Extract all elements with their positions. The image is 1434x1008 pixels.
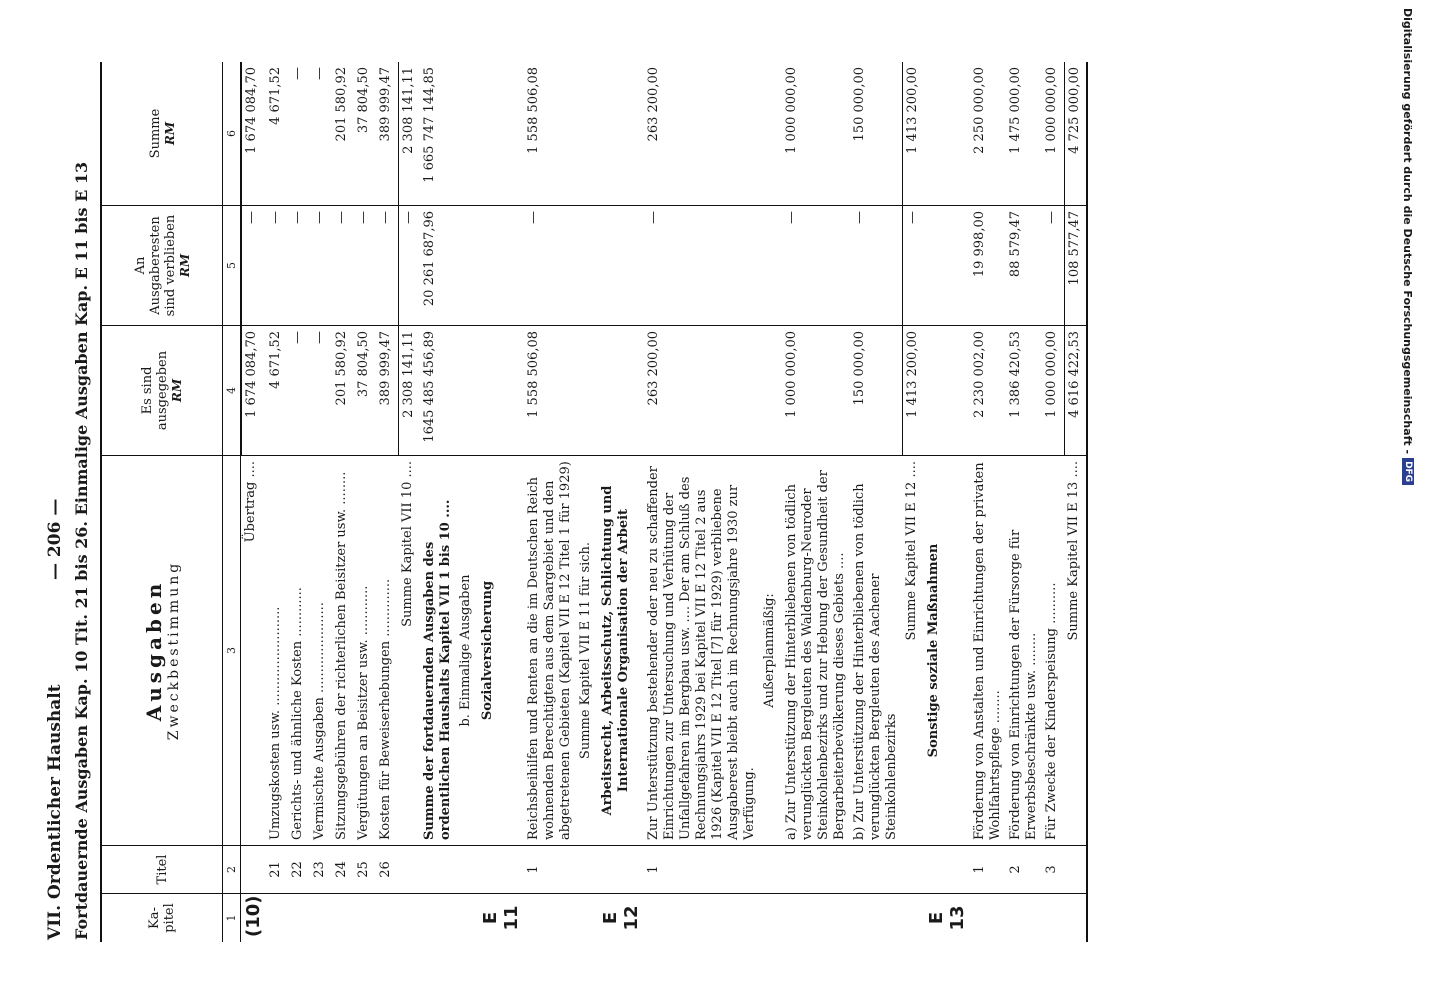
- ausgabereste-cell: 88 579,47: [1006, 206, 1042, 326]
- description-cell: Außerplanmäßig:: [760, 456, 782, 846]
- summe-cell: 263 200,00: [644, 62, 760, 206]
- titel-cell: 21: [266, 846, 288, 894]
- ausgabereste-cell: —: [1042, 206, 1064, 326]
- table-row: [524, 62, 576, 942]
- col-zweck: [102, 456, 222, 846]
- description-cell: Kosten für Beweiserhebungen ..............: [376, 456, 398, 846]
- summe-cell: 1 000 000,00: [1042, 62, 1064, 206]
- col-ausgaben-title: Ausgaben: [142, 579, 166, 722]
- titel-cell: 26: [376, 846, 398, 894]
- ausgabereste-cell: —: [782, 206, 850, 326]
- col-ausgabereste: [102, 206, 222, 326]
- table-row: [1042, 62, 1064, 942]
- titel-cell: [420, 846, 456, 894]
- ausgabereste-cell: —: [376, 206, 398, 326]
- col-ausgegeben-label: Es sind ausgegeben: [140, 350, 170, 431]
- table-row: [1006, 62, 1042, 942]
- table-row: [288, 62, 310, 942]
- col-summe: [102, 62, 222, 206]
- ausgegeben-cell: [598, 326, 644, 456]
- ausgabereste-cell: [576, 206, 598, 326]
- ausgegeben-cell: 4 616 422,53: [1064, 326, 1086, 456]
- ausgegeben-cell: 2 230 002,00: [970, 326, 1006, 456]
- ausgabereste-cell: —: [288, 206, 310, 326]
- summe-cell: 389 999,47: [376, 62, 398, 206]
- titel-cell: [598, 846, 644, 894]
- kapitel-cell: [310, 894, 332, 942]
- ausgegeben-cell: 1 386 420,53: [1006, 326, 1042, 456]
- table-row: [266, 62, 288, 942]
- col-number: 4: [222, 326, 241, 456]
- kapitel-cell: [376, 894, 398, 942]
- ausgabereste-cell: 108 577,47: [1064, 206, 1086, 326]
- kapitel-cell: (10): [243, 895, 264, 937]
- kapitel-cell: E 11: [480, 905, 522, 931]
- summe-cell: [598, 62, 644, 206]
- col-titel: Titel: [102, 846, 222, 894]
- section-title: VII. Ordentlicher Haushalt: [45, 684, 65, 940]
- summe-cell: 1 475 000,00: [1006, 62, 1042, 206]
- ausgegeben-cell: [924, 326, 970, 456]
- ausgegeben-cell: 150 000,00: [850, 326, 902, 456]
- description-cell: b) Zur Unterstützung der Hinterbliebenen von tödlich verunglückten Bergleuten des Aachener Steinkohlenbezirks: [850, 456, 902, 846]
- kapitel-cell: E 12: [600, 905, 642, 931]
- titel-cell: 3: [1042, 846, 1064, 894]
- titel-cell: 22: [288, 846, 310, 894]
- table-row: [924, 62, 970, 942]
- summe-cell: 2 308 141,11: [398, 62, 420, 206]
- description-cell: Summe Kapitel VII E 13 ....: [1064, 456, 1086, 846]
- ausgegeben-cell: [478, 326, 524, 456]
- table-row: [420, 62, 456, 942]
- description-cell: Förderung von Anstalten und Einrichtungen der privaten Wohlfahrtspflege ........: [970, 456, 1006, 846]
- description-cell: Vermischte Ausgaben ......................: [310, 456, 332, 846]
- table-row: [398, 62, 420, 942]
- summe-cell: [456, 62, 478, 206]
- dfg-logo: DFG: [1402, 458, 1414, 485]
- ausgabereste-cell: [760, 206, 782, 326]
- kapitel-cell: [576, 894, 598, 942]
- budget-table: [100, 62, 1088, 942]
- description-cell: Sonstige soziale Maßnahmen: [924, 456, 970, 846]
- summe-cell: 4 671,52: [266, 62, 288, 206]
- description-cell: a) Zur Unterstützung der Hinterbliebenen von tödlich verunglückten Bergleuten des Waldenburg-Neuroder Steinkohlenbezirks und zur Hebung der Gesundheit der Bergarbeiterbevölkerung dieses Gebiets ....: [782, 456, 850, 846]
- kapitel-cell: [398, 894, 420, 942]
- summe-cell: 1 413 200,00: [902, 62, 924, 206]
- description-cell: Vergütungen an Beisitzer usw. ............: [354, 456, 376, 846]
- kapitel-cell: [970, 894, 1006, 942]
- ausgabereste-cell: [924, 206, 970, 326]
- summe-cell: 1 000 000,00: [782, 62, 850, 206]
- col-kapitel: Ka-pitel: [147, 903, 177, 933]
- kapitel-cell: [420, 894, 456, 942]
- titel-cell: 25: [354, 846, 376, 894]
- titel-cell: [478, 846, 524, 894]
- titel-cell: [398, 846, 420, 894]
- ausgegeben-cell: 1645 485 456,89: [420, 326, 456, 456]
- ausgabereste-cell: —: [266, 206, 288, 326]
- table-row: [456, 62, 478, 942]
- ausgegeben-cell: 1 558 506,08: [524, 326, 576, 456]
- table-row: [354, 62, 376, 942]
- summe-cell: 1 665 747 144,85: [420, 62, 456, 206]
- col-number: 1: [222, 894, 241, 942]
- ausgegeben-cell: 1 413 200,00: [902, 326, 924, 456]
- kapitel-cell: [782, 894, 850, 942]
- description-cell: Arbeitsrecht, Arbeitsschutz, Schlichtung und Internationale Organisation der Arbeit: [598, 456, 644, 846]
- summe-cell: [760, 62, 782, 206]
- description-cell: Förderung von Einrichtungen der Fürsorge für Erwerbsbeschränkte usw. ........: [1006, 456, 1042, 846]
- kapitel-cell: [902, 894, 924, 942]
- summe-cell: 37 804,50: [354, 62, 376, 206]
- ausgegeben-cell: 1 000 000,00: [782, 326, 850, 456]
- titel-cell: 2: [1006, 846, 1042, 894]
- table-row: [241, 62, 266, 942]
- description-cell: Summe Kapitel VII E 11 für sich.: [576, 456, 598, 846]
- summe-cell: 201 580,92: [332, 62, 354, 206]
- titel-cell: 24: [332, 846, 354, 894]
- unit-label: RM: [170, 378, 184, 403]
- table-row: [644, 62, 760, 942]
- ausgegeben-cell: 263 200,00: [644, 326, 760, 456]
- ausgegeben-cell: 37 804,50: [354, 326, 376, 456]
- titel-cell: [241, 846, 266, 894]
- titel-cell: [924, 846, 970, 894]
- titel-cell: [456, 846, 478, 894]
- col-ausgabereste-label: An Ausgaberesten sind verblieben: [132, 214, 178, 317]
- footer-credit: [1398, 0, 1418, 1008]
- description-cell: Summe der fortdauernden Ausgaben des ordentlichen Haushalts Kapitel VII 1 bis 10 ....: [420, 456, 456, 846]
- titel-cell: [782, 846, 850, 894]
- table-row: [1064, 62, 1086, 942]
- table-row: [598, 62, 644, 942]
- table-row: [332, 62, 354, 942]
- col-number: 3: [222, 456, 241, 846]
- kapitel-cell: [1042, 894, 1064, 942]
- summe-cell: 1 558 506,08: [524, 62, 576, 206]
- description-cell: b. Einmalige Ausgaben: [456, 456, 478, 846]
- kapitel-cell: [760, 894, 782, 942]
- description-cell: Reichsbeihilfen und Renten an die im Deutschen Reich wohnenden Berechtigten aus dem Saargebiet und den abgetretenen Gebieten (Kapitel VII E 12 Titel 1 für 1929): [524, 456, 576, 846]
- ausgegeben-cell: [456, 326, 478, 456]
- col-ausgegeben: [102, 326, 222, 456]
- kapitel-cell: [644, 894, 760, 942]
- ausgabereste-cell: —: [354, 206, 376, 326]
- table-row: [782, 62, 850, 942]
- col-number: 2: [222, 846, 241, 894]
- kapitel-cell: E 13: [926, 905, 968, 931]
- summe-cell: —: [288, 62, 310, 206]
- table-row: [760, 62, 782, 942]
- page-subtitle: Fortdauernde Ausgaben Kap. 10 Tit. 21 bis 26. Einmalige Ausgaben Kap. E 11 bis E 13: [72, 161, 91, 940]
- ausgabereste-cell: —: [332, 206, 354, 326]
- kapitel-cell: [850, 894, 902, 942]
- table-row: [902, 62, 924, 942]
- col-zweck-sub: Zweckbestimmung: [166, 560, 182, 741]
- col-number: 6: [222, 62, 241, 206]
- ausgabereste-cell: 19 998,00: [970, 206, 1006, 326]
- ausgegeben-cell: —: [310, 326, 332, 456]
- ausgegeben-cell: 389 999,47: [376, 326, 398, 456]
- titel-cell: [902, 846, 924, 894]
- summe-cell: 2 250 000,00: [970, 62, 1006, 206]
- ausgabereste-cell: —: [241, 206, 266, 326]
- table-header: [102, 62, 222, 942]
- summe-cell: 4 725 000,00: [1064, 62, 1086, 206]
- titel-cell: 1: [524, 846, 576, 894]
- titel-cell: [760, 846, 782, 894]
- description-cell: Summe Kapitel VII E 12 ....: [902, 456, 924, 846]
- titel-cell: 23: [310, 846, 332, 894]
- description-cell: Gerichts- und ähnliche Kosten ............: [288, 456, 310, 846]
- ausgegeben-cell: [760, 326, 782, 456]
- table-row: [970, 62, 1006, 942]
- table-row: [850, 62, 902, 942]
- ausgabereste-cell: [598, 206, 644, 326]
- col-summe-label: Summe: [147, 108, 163, 159]
- description-cell: Zur Unterstützung bestehender oder neu zu schaffender Einrichtungen zur Untersuchung und Verhütung der Unfallgefahren im Bergbau usw. .... Der am Schluß des Rechnungsjahrs 1929 bei Kapitel VII E 12 Titel 2 aus 1926 (Kapitel VII E 12 Titel [7] für 1929) verbliebene Ausgaberest bleibt auch im Rechnungsjahre 1930 zur Verfügung.: [644, 456, 760, 846]
- description-cell: Sozialversicherung: [478, 456, 524, 846]
- ausgegeben-cell: 201 580,92: [332, 326, 354, 456]
- kapitel-cell: [1006, 894, 1042, 942]
- description-cell: Umzugskosten usw. ........................: [266, 456, 288, 846]
- description-cell: Für Zwecke der Kinderspeisung ..........: [1042, 456, 1064, 846]
- ausgabereste-cell: —: [850, 206, 902, 326]
- ausgegeben-cell: 1 674 084,70: [241, 326, 266, 456]
- ausgabereste-cell: —: [398, 206, 420, 326]
- column-numbers: [222, 62, 241, 942]
- ausgabereste-cell: —: [524, 206, 576, 326]
- kapitel-cell: [288, 894, 310, 942]
- page-number: — 206 —: [45, 498, 65, 580]
- description-cell: Summe Kapitel VII 10 ....: [398, 456, 420, 846]
- ausgegeben-cell: —: [288, 326, 310, 456]
- table-row: [376, 62, 398, 942]
- ausgabereste-cell: —: [902, 206, 924, 326]
- summe-cell: [478, 62, 524, 206]
- kapitel-cell: [456, 894, 478, 942]
- ausgegeben-cell: 1 000 000,00: [1042, 326, 1064, 456]
- unit-label: RM: [162, 121, 177, 146]
- table-row: [478, 62, 524, 942]
- col-number: 5: [222, 206, 241, 326]
- footer-text: Digitalisierung gefördert durch die Deutsche Forschungsgemeinschaft -: [1401, 8, 1415, 455]
- description-cell: Übertrag ....: [241, 456, 266, 846]
- titel-cell: 1: [644, 846, 760, 894]
- kapitel-cell: [524, 894, 576, 942]
- table-row: [310, 62, 332, 942]
- titel-cell: [1064, 846, 1086, 894]
- ausgabereste-cell: —: [644, 206, 760, 326]
- ausgabereste-cell: [478, 206, 524, 326]
- kapitel-cell: [266, 894, 288, 942]
- titel-cell: [576, 846, 598, 894]
- kapitel-cell: [1064, 894, 1086, 942]
- summe-cell: —: [310, 62, 332, 206]
- kapitel-cell: [332, 894, 354, 942]
- ausgegeben-cell: 2 308 141,11: [398, 326, 420, 456]
- ausgabereste-cell: [456, 206, 478, 326]
- titel-cell: [850, 846, 902, 894]
- summe-cell: [924, 62, 970, 206]
- ausgabereste-cell: 20 261 687,96: [420, 206, 456, 326]
- summe-cell: 150 000,00: [850, 62, 902, 206]
- ausgabereste-cell: —: [310, 206, 332, 326]
- summe-cell: [576, 62, 598, 206]
- summe-cell: 1 674 084,70: [241, 62, 266, 206]
- kapitel-cell: [354, 894, 376, 942]
- titel-cell: 1: [970, 846, 1006, 894]
- description-cell: Sitzungsgebühren der richterlichen Beisitzer usw. ........: [332, 456, 354, 846]
- ausgegeben-cell: [576, 326, 598, 456]
- table-body: [241, 62, 1086, 942]
- ausgegeben-cell: 4 671,52: [266, 326, 288, 456]
- unit-label: RM: [177, 253, 192, 278]
- table-row: [576, 62, 598, 942]
